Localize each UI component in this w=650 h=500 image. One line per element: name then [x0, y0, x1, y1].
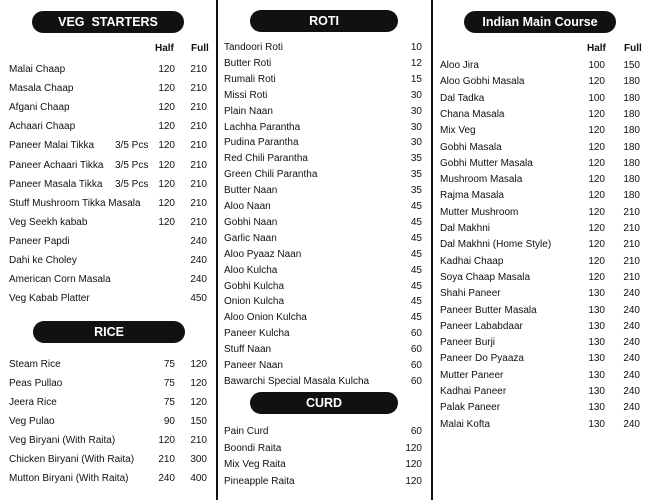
- item-portion: 3/5 Pcs: [115, 140, 149, 152]
- item-name: Aloo Gobhi Masala: [440, 76, 525, 88]
- item-name: Jeera Rice: [9, 397, 57, 408]
- item-name: Pudina Parantha: [224, 137, 299, 149]
- menu-item-row: [432, 91, 650, 107]
- menu-item-row: [432, 140, 650, 156]
- item-name: Veg Pulao: [9, 416, 55, 427]
- half-price: 120: [588, 174, 605, 186]
- full-price: 240: [190, 235, 207, 247]
- half-price: 130: [588, 353, 605, 365]
- full-price: 450: [190, 293, 207, 305]
- half-price: 120: [588, 141, 605, 153]
- menu-item-row: [218, 457, 431, 473]
- item-name: Pineapple Raita: [224, 475, 295, 487]
- menu-item-row: [218, 342, 431, 358]
- item-name: Gobhi Mutter Masala: [440, 157, 533, 169]
- item-name: Plain Naan: [224, 105, 273, 117]
- half-price: 75: [163, 359, 175, 370]
- half-price: 120: [158, 197, 175, 209]
- menu-item-row: [218, 120, 431, 136]
- full-price: 180: [623, 125, 640, 137]
- item-name: Paneer Malai Tikka: [9, 140, 95, 152]
- item-name: Veg Seekh kabab: [9, 216, 88, 228]
- menu-item-row: [0, 62, 217, 78]
- full-price: 210: [190, 178, 207, 190]
- half-header: Half: [587, 43, 606, 54]
- item-name: Paneer Burji: [440, 337, 496, 349]
- half-price: 120: [158, 159, 175, 171]
- full-price: 210: [190, 102, 207, 114]
- menu-item-row: [432, 303, 650, 319]
- item-name: Bawarchi Special Masala Kulcha: [224, 375, 370, 387]
- item-price: 60: [410, 375, 422, 387]
- half-price: 120: [588, 239, 605, 251]
- menu-item-row: [432, 58, 650, 74]
- item-name: Mutter Paneer: [440, 369, 504, 381]
- full-price: 240: [190, 274, 207, 286]
- menu-item-row: [432, 74, 650, 90]
- half-price: 130: [588, 402, 605, 414]
- full-price: 210: [190, 121, 207, 133]
- half-price: 130: [588, 369, 605, 381]
- menu-item-row: [218, 424, 431, 440]
- item-name: Kadhai Chaap: [440, 255, 504, 267]
- item-name: Achaari Chaap: [9, 121, 76, 133]
- full-price: 210: [623, 255, 640, 267]
- menu-item-row: [218, 441, 431, 457]
- menu-item-row: [432, 221, 650, 237]
- item-name: Aloo Onion Kulcha: [224, 312, 307, 324]
- menu-item-row: [0, 414, 217, 430]
- half-price: 100: [588, 60, 605, 71]
- item-name: Mix Veg: [440, 125, 476, 137]
- half-price: 130: [588, 320, 605, 332]
- item-name: Aloo Naan: [224, 201, 271, 212]
- full-price: 180: [623, 190, 640, 202]
- full-price: 240: [623, 369, 640, 381]
- item-name: Malai Kofta: [440, 418, 491, 430]
- half-price: 120: [588, 76, 605, 88]
- menu-item-row: [0, 272, 217, 288]
- menu-item-row: [218, 310, 431, 326]
- item-name: Aloo Kulcha: [224, 264, 278, 276]
- item-price: 120: [405, 459, 422, 471]
- item-name: Steam Rice: [9, 359, 61, 370]
- item-price: 35: [410, 185, 422, 197]
- half-price: 120: [158, 435, 175, 446]
- menu-item-row: [218, 374, 431, 390]
- menu-item-row: [432, 205, 650, 221]
- item-name: Kadhai Paneer: [440, 386, 507, 397]
- item-name: Paneer Butter Masala: [440, 304, 537, 316]
- full-price: 210: [190, 159, 207, 171]
- full-price: 240: [190, 255, 207, 266]
- column-main-course: [432, 0, 650, 500]
- item-name: Paneer Kulcha: [224, 328, 290, 340]
- full-price: 180: [623, 76, 640, 88]
- item-name: Afgani Chaap: [9, 102, 70, 114]
- menu-item-row: [432, 384, 650, 400]
- full-price: 210: [190, 197, 207, 209]
- section-title-veg-starters: VEG STARTERS: [32, 11, 184, 33]
- item-name: Aloo Jira: [440, 60, 479, 71]
- menu-item-row: [218, 72, 431, 88]
- item-name: Pain Curd: [224, 426, 269, 437]
- item-price: 60: [410, 426, 422, 437]
- half-price: 120: [588, 255, 605, 267]
- menu-item-row: [432, 107, 650, 123]
- menu-item-row: [432, 400, 650, 416]
- item-price: 45: [410, 312, 422, 324]
- half-price: 120: [158, 140, 175, 152]
- half-price: 120: [158, 64, 175, 75]
- full-price: 400: [190, 473, 207, 484]
- full-price: 210: [623, 223, 640, 234]
- menu-item-row: [218, 279, 431, 295]
- item-name: Veg Kabab Platter: [9, 293, 90, 305]
- column-veg-starters-rice: [0, 0, 217, 500]
- item-name: Lachha Parantha: [224, 121, 301, 133]
- item-price: 60: [410, 328, 422, 340]
- column-roti-curd: [218, 0, 431, 500]
- full-price: 210: [190, 140, 207, 152]
- item-price: 30: [410, 89, 422, 101]
- full-price: 150: [190, 416, 207, 427]
- item-name: Gobhi Kulcha: [224, 280, 285, 292]
- item-portion: 3/5 Pcs: [115, 159, 149, 171]
- item-name: Chana Masala: [440, 108, 505, 120]
- item-price: 10: [410, 42, 422, 53]
- half-price: 130: [588, 304, 605, 316]
- section-title-roti: ROTI: [250, 10, 398, 32]
- full-price: 210: [190, 83, 207, 95]
- item-name: Palak Paneer: [440, 402, 501, 414]
- menu-item-row: [0, 433, 217, 449]
- half-price: 130: [588, 418, 605, 430]
- item-name: Paneer Lababdaar: [440, 320, 523, 332]
- half-price: 120: [158, 121, 175, 133]
- menu-item-row: [0, 177, 217, 193]
- menu-item-row: [432, 351, 650, 367]
- full-header: Full: [191, 43, 209, 54]
- menu-item-row: [0, 215, 217, 231]
- item-name: Gobhi Masala: [440, 141, 502, 153]
- full-price: 210: [190, 216, 207, 228]
- item-price: 45: [410, 201, 422, 212]
- full-price: 180: [623, 108, 640, 120]
- half-price: 120: [588, 157, 605, 169]
- item-name: Boondi Raita: [224, 442, 282, 454]
- menu-item-row: [432, 172, 650, 188]
- menu-item-row: [0, 158, 217, 174]
- menu-item-row: [0, 376, 217, 392]
- menu-item-row: [432, 123, 650, 139]
- half-price: 130: [588, 386, 605, 397]
- menu-item-row: [432, 254, 650, 270]
- item-name: Mushroom Masala: [440, 174, 523, 186]
- menu-item-row: [432, 188, 650, 204]
- item-name: Chicken Biryani (With Raita): [9, 454, 135, 465]
- full-price: 210: [623, 239, 640, 251]
- item-name: Paneer Papdi: [9, 235, 70, 247]
- half-price: 120: [588, 125, 605, 137]
- full-price: 210: [623, 206, 640, 218]
- menu-item-row: [218, 56, 431, 72]
- full-header: Full: [624, 43, 642, 54]
- item-name: Mix Veg Raita: [224, 459, 286, 471]
- menu-item-row: [0, 138, 217, 154]
- item-name: Missi Roti: [224, 89, 268, 101]
- item-name: Stuff Mushroom Tikka Masala: [9, 197, 141, 209]
- item-price: 30: [410, 105, 422, 117]
- menu-item-row: [0, 234, 217, 250]
- item-name: Stuff Naan: [224, 344, 272, 356]
- item-name: Malai Chaap: [9, 64, 66, 75]
- half-price: 120: [158, 216, 175, 228]
- item-name: Aloo Pyaaz Naan: [224, 248, 302, 260]
- item-price: 35: [410, 169, 422, 181]
- menu-item-row: [218, 215, 431, 231]
- menu-item-row: [218, 474, 431, 490]
- full-price: 300: [190, 454, 207, 465]
- item-name: Soya Chaap Masala: [440, 271, 531, 283]
- full-price: 240: [623, 418, 640, 430]
- full-price: 210: [190, 435, 207, 446]
- full-price: 240: [623, 337, 640, 349]
- item-price: 45: [410, 232, 422, 244]
- item-price: 120: [405, 442, 422, 454]
- item-name: Tandoori Roti: [224, 42, 283, 53]
- half-price: 130: [588, 288, 605, 300]
- menu-item-row: [0, 119, 217, 135]
- section-title-curd: CURD: [250, 392, 398, 414]
- item-name: Rumali Roti: [224, 73, 276, 85]
- item-name: Paneer Achaari Tikka: [9, 159, 104, 171]
- half-price: 120: [588, 206, 605, 218]
- item-name: Onion Kulcha: [224, 296, 285, 308]
- half-price: 130: [588, 337, 605, 349]
- item-name: Dal Tadka: [440, 92, 485, 104]
- item-price: 120: [405, 475, 422, 487]
- section-title-indian-main-course: Indian Main Course: [464, 11, 616, 33]
- menu-item-row: [218, 183, 431, 199]
- item-name: Red Chili Parantha: [224, 153, 308, 165]
- menu-item-row: [218, 326, 431, 342]
- full-price: 240: [623, 402, 640, 414]
- menu-item-row: [432, 335, 650, 351]
- half-price: 120: [588, 108, 605, 120]
- full-price: 240: [623, 386, 640, 397]
- half-price: 120: [158, 83, 175, 95]
- item-name: Mutton Biryani (With Raita): [9, 473, 129, 484]
- full-price: 240: [623, 288, 640, 300]
- item-name: Gobhi Naan: [224, 216, 278, 228]
- half-price: 75: [163, 397, 175, 408]
- menu-item-row: [218, 358, 431, 374]
- full-price: 210: [623, 271, 640, 283]
- menu-item-row: [218, 199, 431, 215]
- half-price: 120: [588, 271, 605, 283]
- item-price: 45: [410, 216, 422, 228]
- full-price: 240: [623, 320, 640, 332]
- full-price: 240: [623, 304, 640, 316]
- section-title-rice: RICE: [33, 321, 185, 343]
- half-price: 120: [158, 178, 175, 190]
- item-name: Mutter Mushroom: [440, 206, 519, 218]
- item-portion: 3/5 Pcs: [115, 178, 149, 190]
- menu-item-row: [218, 151, 431, 167]
- menu-item-row: [0, 253, 217, 269]
- full-price: 180: [623, 157, 640, 169]
- item-name: Veg Biryani (With Raita): [9, 435, 116, 446]
- menu-item-row: [432, 156, 650, 172]
- item-name: Paneer Naan: [224, 360, 283, 371]
- menu-item-row: [218, 231, 431, 247]
- menu-item-row: [0, 471, 217, 487]
- menu-item-row: [0, 81, 217, 97]
- full-price: 150: [623, 60, 640, 71]
- menu-item-row: [432, 368, 650, 384]
- menu-item-row: [218, 247, 431, 263]
- half-price: 120: [588, 223, 605, 234]
- item-price: 60: [410, 344, 422, 356]
- full-price: 180: [623, 174, 640, 186]
- item-price: 45: [410, 248, 422, 260]
- item-name: Paneer Do Pyaaza: [440, 353, 524, 365]
- item-price: 12: [410, 57, 422, 69]
- full-price: 210: [190, 64, 207, 75]
- full-price: 240: [623, 353, 640, 365]
- half-price: 75: [163, 378, 175, 389]
- full-price: 120: [190, 378, 207, 389]
- item-name: Shahi Paneer: [440, 288, 501, 300]
- full-price: 120: [190, 359, 207, 370]
- menu-item-row: [432, 417, 650, 433]
- menu-item-row: [0, 395, 217, 411]
- menu-item-row: [218, 104, 431, 120]
- item-name: Butter Naan: [224, 185, 278, 197]
- full-price: 180: [623, 141, 640, 153]
- item-price: 45: [410, 296, 422, 308]
- menu-item-row: [432, 319, 650, 335]
- menu-item-row: [0, 100, 217, 116]
- full-price: 180: [623, 92, 640, 104]
- item-name: Garlic Naan: [224, 232, 277, 244]
- menu-item-row: [0, 196, 217, 212]
- menu-item-row: [218, 263, 431, 279]
- item-price: 35: [410, 153, 422, 165]
- menu-item-row: [432, 286, 650, 302]
- item-name: Butter Roti: [224, 57, 272, 69]
- half-price: 120: [158, 102, 175, 114]
- half-price: 100: [588, 92, 605, 104]
- half-price: 240: [158, 473, 175, 484]
- half-price: 90: [163, 416, 175, 427]
- menu-item-row: [0, 357, 217, 373]
- item-name: Green Chili Parantha: [224, 169, 318, 181]
- menu-item-row: [218, 135, 431, 151]
- item-price: 30: [410, 137, 422, 149]
- item-name: Rajma Masala: [440, 190, 504, 202]
- item-price: 15: [410, 73, 422, 85]
- item-name: Paneer Masala Tikka: [9, 178, 103, 190]
- menu-item-row: [218, 167, 431, 183]
- item-name: Dal Makhni: [440, 223, 491, 234]
- item-price: 45: [410, 264, 422, 276]
- menu-item-row: [218, 294, 431, 310]
- half-price: 210: [158, 454, 175, 465]
- item-name: Dahi ke Choley: [9, 255, 77, 266]
- menu-item-row: [218, 88, 431, 104]
- menu-item-row: [0, 452, 217, 468]
- menu-item-row: [0, 291, 217, 307]
- item-name: American Corn Masala: [9, 274, 111, 286]
- item-name: Dal Makhni (Home Style): [440, 239, 552, 251]
- full-price: 120: [190, 397, 207, 408]
- menu-item-row: [218, 40, 431, 56]
- menu-item-row: [432, 270, 650, 286]
- half-header: Half: [155, 43, 174, 54]
- item-price: 30: [410, 121, 422, 133]
- item-price: 45: [410, 280, 422, 292]
- menu-item-row: [432, 237, 650, 253]
- half-price: 120: [588, 190, 605, 202]
- item-price: 60: [410, 360, 422, 371]
- item-name: Peas Pullao: [9, 378, 63, 389]
- item-name: Masala Chaap: [9, 83, 74, 95]
